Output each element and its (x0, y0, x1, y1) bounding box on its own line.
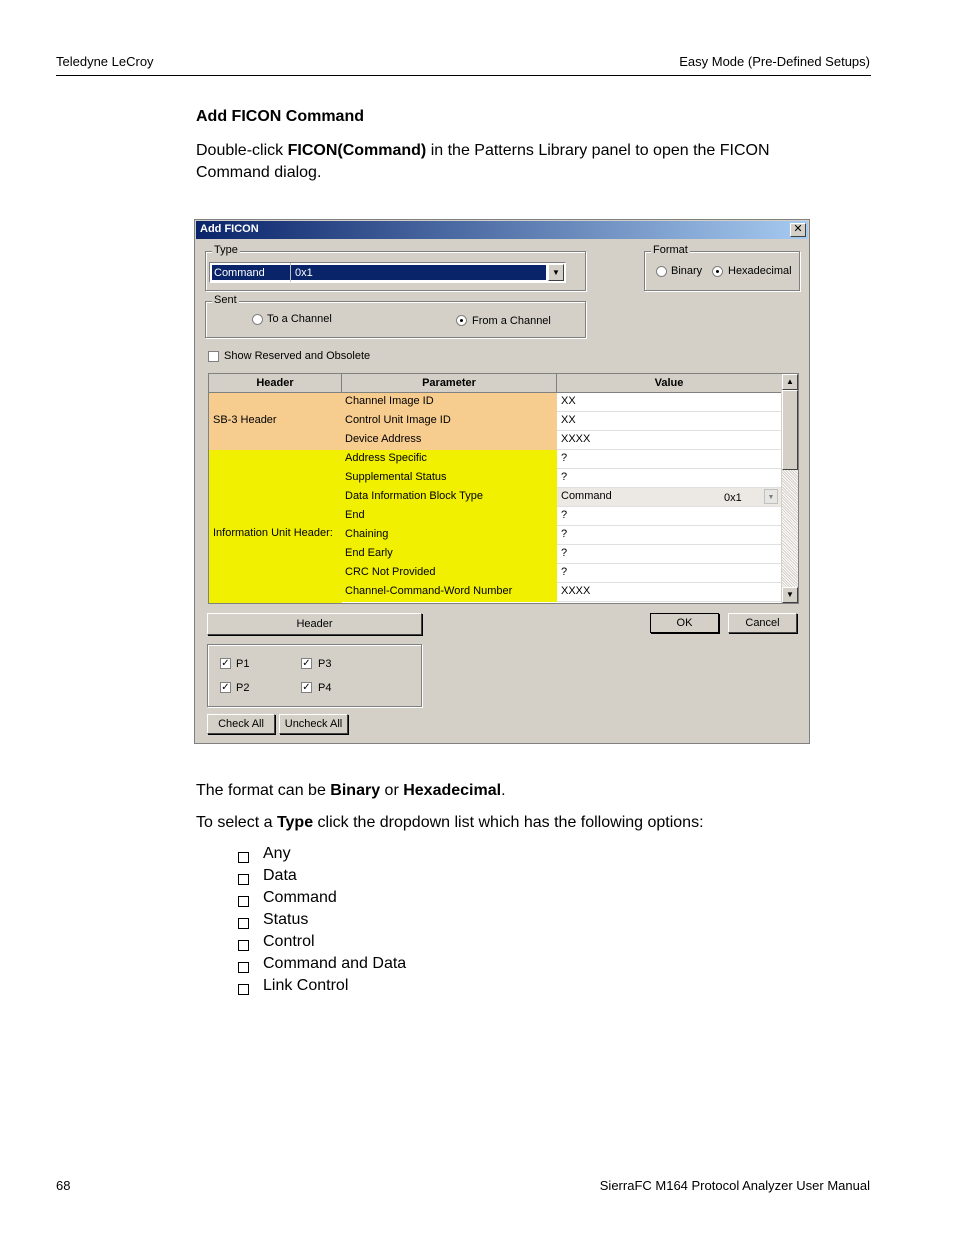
checkbox-bullet-icon (238, 852, 249, 863)
p3-checkbox[interactable]: ✓ (302, 658, 311, 669)
add-ficon-dialog (194, 219, 810, 744)
value-text: XXXX (561, 433, 591, 445)
value-text: ? (561, 452, 568, 464)
value-text: ? (561, 528, 568, 540)
parameter-cell: CRC Not Provided (342, 564, 557, 583)
column-header-parameter[interactable]: Parameter (342, 374, 557, 393)
select-text-2: click the dropdown list which has the following options: (313, 814, 704, 831)
value-cell[interactable] (557, 488, 782, 507)
list-item: Command (263, 889, 337, 906)
sent-from-channel-label: From a Channel (472, 315, 551, 327)
group-info-unit-header-label: Information Unit Header: (213, 527, 333, 539)
value-text: ? (561, 509, 568, 521)
type-dropdown[interactable] (209, 262, 566, 283)
p2-label: P2 (236, 682, 250, 694)
p4-checkbox[interactable]: ✓ (302, 682, 311, 693)
format-group-label: Format (653, 244, 688, 256)
group-sb3-header-label: SB-3 Header (213, 414, 277, 426)
checkbox-bullet-icon (238, 984, 249, 995)
format-text-1: The format can be (196, 782, 331, 799)
type-dropdown-selection (212, 265, 546, 280)
value-cell[interactable] (557, 393, 782, 412)
intro-text-2: in the Patterns Library panel to open the FICON Command dialog. (196, 142, 770, 181)
parameter-cell: Control Unit Image ID (342, 412, 557, 431)
list-item: Data (263, 867, 297, 884)
list-item: Any (263, 845, 291, 862)
value-text: ? (561, 471, 568, 483)
select-text-1: To select a (196, 814, 277, 831)
sent-to-channel-label: To a Channel (267, 313, 332, 325)
parameter-cell: Address Specific (342, 450, 557, 469)
format-binary-label: Binary (671, 265, 703, 277)
p1-checkbox[interactable]: ✓ (221, 658, 230, 669)
header-rule (56, 75, 871, 76)
format-bold-binary: Binary (330, 782, 381, 799)
value-text: Command (561, 490, 612, 502)
format-paragraph (196, 780, 506, 802)
type-dropdown-separator (290, 263, 291, 282)
group-info-unit-header (209, 450, 342, 604)
value-cell[interactable] (557, 412, 782, 431)
parameter-cell: Supplemental Status (342, 469, 557, 488)
format-text-3: . (501, 782, 506, 799)
intro-paragraph (196, 140, 816, 184)
header-button[interactable]: Header (207, 613, 422, 635)
list-item: Control (263, 933, 315, 950)
chevron-down-icon[interactable]: ▼ (548, 264, 564, 281)
sent-to-channel-radio[interactable] (252, 314, 263, 325)
scroll-thumb[interactable] (782, 390, 798, 470)
type-value-name: Command (214, 267, 265, 279)
check-all-button[interactable]: Check All (207, 714, 275, 734)
format-hex-label: Hexadecimal (728, 265, 792, 277)
p3-label: P3 (318, 658, 332, 670)
sent-from-channel-radio[interactable] (456, 315, 467, 326)
chevron-down-icon[interactable]: ▼ (764, 489, 778, 504)
intro-text-1: Double-click (196, 142, 288, 159)
close-icon[interactable]: ✕ (790, 223, 806, 237)
value-code: 0x1 (724, 492, 742, 504)
value-text: XX (561, 395, 576, 407)
value-text: ? (561, 547, 568, 559)
value-text: XX (561, 414, 576, 426)
value-cell[interactable] (557, 469, 782, 488)
list-item: Link Control (263, 977, 349, 994)
show-reserved-label: Show Reserved and Obsolete (224, 350, 371, 362)
value-cell[interactable] (557, 526, 782, 545)
show-reserved-checkbox[interactable] (208, 351, 219, 362)
parameter-cell: End Early (342, 545, 557, 564)
p2-checkbox[interactable]: ✓ (221, 682, 230, 693)
list-item: Command and Data (263, 955, 407, 972)
checkbox-bullet-icon (238, 940, 249, 951)
parameter-cell: Channel-Command-Word Number (342, 583, 557, 602)
sent-group-label: Sent (214, 294, 237, 306)
parameter-cell: Chaining (342, 526, 557, 545)
section-title: Add FICON Command (196, 108, 364, 125)
select-bold-type: Type (276, 814, 314, 831)
dialog-title: Add FICON (200, 223, 259, 235)
value-cell[interactable] (557, 564, 782, 583)
column-header-header[interactable]: Header (209, 374, 342, 393)
scroll-up-icon[interactable]: ▲ (782, 374, 798, 390)
value-cell[interactable] (557, 450, 782, 469)
intro-bold: FICON(Command) (287, 142, 427, 159)
checkbox-bullet-icon (238, 962, 249, 973)
ok-button[interactable]: OK (650, 613, 719, 633)
page-number: 68 (56, 1178, 71, 1193)
format-binary-radio[interactable] (656, 266, 667, 277)
ficon-parameter-grid (208, 373, 799, 604)
footer-title: SierraFC M164 Protocol Analyzer User Manual (599, 1178, 870, 1193)
value-cell[interactable] (557, 431, 782, 450)
list-item: Status (263, 911, 309, 928)
uncheck-all-button[interactable]: Uncheck All (279, 714, 348, 734)
checkbox-bullet-icon (238, 874, 249, 885)
format-text-2: or (380, 782, 404, 799)
parameter-cell: Data Information Block Type (342, 488, 557, 507)
value-cell[interactable] (557, 507, 782, 526)
dialog-titlebar (196, 221, 808, 239)
pattern-checkbox-group (207, 644, 422, 707)
page-header-left: Teledyne LeCroy (56, 54, 154, 69)
checkbox-bullet-icon (238, 918, 249, 929)
parameter-cell: Device Address (342, 431, 557, 450)
value-text: ? (561, 566, 568, 578)
select-paragraph (196, 812, 704, 834)
value-cell[interactable] (557, 545, 782, 564)
value-text: XXXX (561, 585, 591, 597)
checkbox-bullet-icon (238, 896, 249, 907)
group-sb3-header (209, 393, 342, 450)
type-value-code: 0x1 (295, 267, 313, 279)
p1-label: P1 (236, 658, 250, 670)
format-hex-radio[interactable] (712, 266, 723, 277)
grid-scrollbar[interactable] (781, 374, 798, 603)
value-cell[interactable] (557, 583, 782, 602)
parameter-cell: Channel Image ID (342, 393, 557, 412)
format-bold-hex: Hexadecimal (403, 782, 502, 799)
type-group-label: Type (214, 244, 238, 256)
scroll-down-icon[interactable]: ▼ (782, 587, 798, 603)
column-header-value[interactable]: Value (557, 374, 782, 393)
p4-label: P4 (318, 682, 332, 694)
page-header-right: Easy Mode (Pre-Defined Setups) (679, 54, 870, 69)
cancel-button[interactable]: Cancel (728, 613, 797, 633)
parameter-cell: End (342, 507, 557, 526)
